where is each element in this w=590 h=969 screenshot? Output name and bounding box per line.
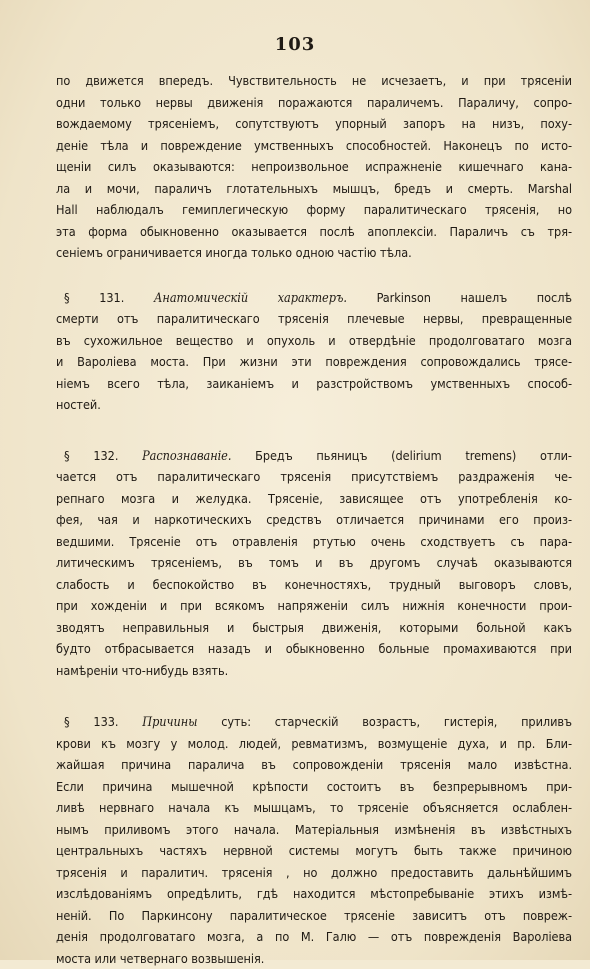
text-line: репнаго мозга и желудка. Трясеніе, зависящее отъ употребленія ко-: [56, 488, 572, 510]
page-body: [56, 70, 572, 969]
text-line: ла и мочи, параличъ глотательныхъ мышцъ, бредъ и смерть. Marshal: [56, 178, 572, 200]
section-heading: Распознаваніе.: [142, 448, 231, 463]
page-number: 103: [0, 34, 590, 55]
text-line: [56, 445, 572, 467]
text-span: Бредъ пьяницъ (delirium tremens) отли-: [255, 448, 572, 463]
text-line: въ сухожильное вещество и опухоль и отвердѣніе продолговатаго мозга: [56, 330, 572, 352]
text-line: ніемъ всего тѣла, заиканіемъ и разстройствомъ умственныхъ способ-: [56, 373, 572, 395]
text-line: ностей.: [56, 394, 572, 416]
text-line: неній. По Паркинсону паралитическое трясеніе зависитъ отъ повреж-: [56, 905, 572, 927]
text-line: ливѣ нервнаго начала къ мышцамъ, то трясеніе объясняется ослаблен-: [56, 797, 572, 819]
text-line: денія продолговатаго мозга, а по М. Галю — отъ поврежденія Вароліева: [56, 926, 572, 948]
text-line: сеніемъ ограничивается иногда только одною частію тѣла.: [56, 242, 572, 264]
paragraph-intro: [56, 70, 572, 264]
text-line: одни только нервы движенія поражаются параличемъ. Параличу, сопро-: [56, 92, 572, 114]
text-span: Parkinson нашелъ послѣ: [377, 290, 572, 305]
section-heading: Причины: [142, 714, 197, 729]
text-line: вождаемому трясеніемъ, сопутствуютъ упорный запоръ на низъ, поху-: [56, 113, 572, 135]
text-line: будто отбрасывается назадъ и обыкновенно больные промахиваются при: [56, 638, 572, 660]
text-line: эта форма обыкновенно оказывается послѣ апоплексіи. Параличъ съ тря-: [56, 221, 572, 243]
text-line: фея, чая и наркотическихъ средствъ отличается причинами его произ-: [56, 509, 572, 531]
paragraph-section-131: [56, 287, 572, 416]
text-line: моста или четвернаго возвышенія.: [56, 948, 572, 969]
text-line: слабость и беспокойство въ конечностяхъ, трудный выговоръ словъ,: [56, 574, 572, 596]
section-number: § 133.: [64, 714, 118, 729]
paragraph-section-133: [56, 711, 572, 969]
text-line: щеніи силъ оказываются: непроизвольное испражненіе кишечнаго канa-: [56, 156, 572, 178]
text-line: трясенія и паралитич. трясенія , но должно предоставить дальнѣйшимъ: [56, 862, 572, 884]
text-line: по движется впередъ. Чувствительность не исчезаетъ, и при трясеніи: [56, 70, 572, 92]
text-line: деніе тѣла и повреждение умственныхъ способностей. Наконецъ по исто-: [56, 135, 572, 157]
text-line: ведшими. Трясеніе отъ отравленія ртутью очень сходствуетъ съ пара-: [56, 531, 572, 553]
text-line: [56, 711, 572, 733]
text-line: зводятъ неправильныя и быстрыя движенія, которыми больной какъ: [56, 617, 572, 639]
text-line: крови къ мозгу у молод. людей, ревматизмъ, возмущеніе духа, и пр. Бли-: [56, 733, 572, 755]
text-line: Если причина мышечной крѣпости состоитъ въ безпрерывномъ при-: [56, 776, 572, 798]
section-number: § 131.: [64, 290, 124, 305]
paragraph-section-132: [56, 445, 572, 682]
section-number: § 132.: [64, 448, 118, 463]
text-line: при хожденіи и при всякомъ напряженіи силъ нижнія конечности прои-: [56, 595, 572, 617]
text-line: изслѣдованіямъ опредѣлить, гдѣ находится мѣстопребываніе этихъ измѣ-: [56, 883, 572, 905]
section-heading: Анатомическій характеръ.: [154, 290, 347, 305]
text-line: Hall наблюдалъ гемиплегическую форму паралитическаго трясенія, но: [56, 199, 572, 221]
text-line: жайшая причина паралича въ сопровожденіи трясенія мало извѣстна.: [56, 754, 572, 776]
text-line: смерти отъ паралитическаго трясенія плечевые нервы, превращенные: [56, 308, 572, 330]
text-line: чается отъ паралитическаго трясенія присутствіемъ раздраженія че-: [56, 466, 572, 488]
text-span: суть: старческій возрастъ, гистерія, приливъ: [221, 714, 572, 729]
text-line: намѣреніи что-нибудь взять.: [56, 660, 572, 682]
text-line: литическимъ трясеніемъ, въ томъ и въ другомъ случаѣ оказываются: [56, 552, 572, 574]
text-line: [56, 287, 572, 309]
text-line: центральныхъ частяхъ нервной системы могутъ быть также причиною: [56, 840, 572, 862]
text-line: и Вароліева моста. При жизни эти повреждения сопровождались трясе-: [56, 351, 572, 373]
text-line: нымъ приливомъ этого начала. Матеріальныя измѣненія въ извѣстныхъ: [56, 819, 572, 841]
